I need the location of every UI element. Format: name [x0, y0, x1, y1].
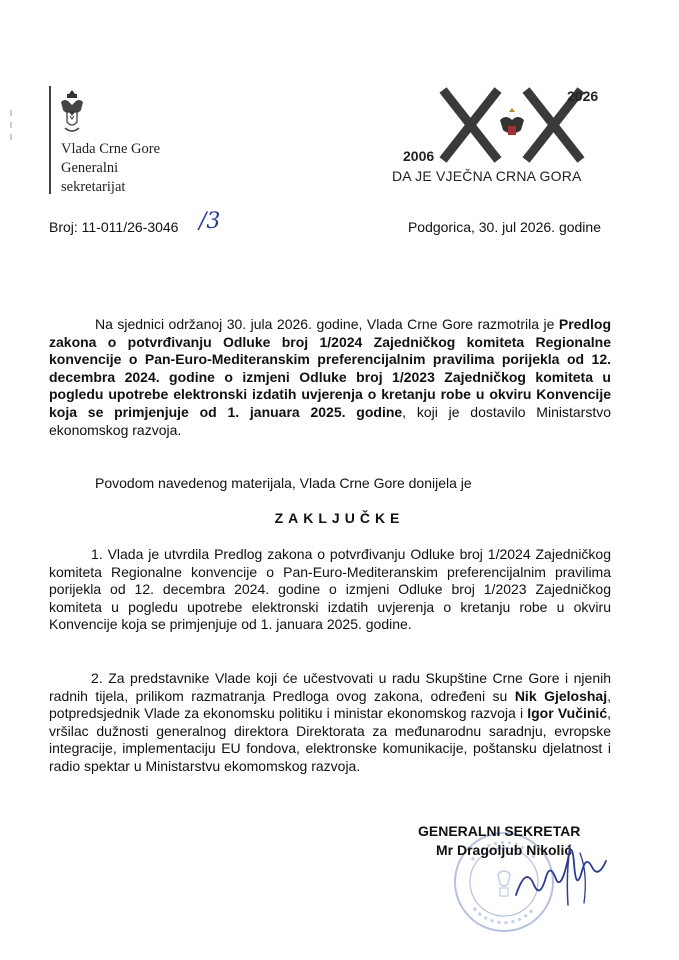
margin-mark [8, 110, 14, 140]
logo-year-right: 2026 [567, 88, 599, 104]
header-divider [49, 86, 51, 194]
issuing-organization [61, 140, 160, 197]
intro-law-title: Predlog zakona o potvrđivanju Odluke broj 1/2024 Zajedničkog komiteta Regionalne konvencije o Pan-Euro-Mediteranskim preferencijalnim pravilima porijekla od 12. decembra 2024. godine o izmjeni Odluke broj 1/2023 Zajedničkog komiteta u pogledu upotrebe elektronski izdatih uvjerenja o kretanju robe u okviru Konvencije koja se primjenjuje od 1. januara 2025. godine [49, 316, 611, 420]
coat-of-arms-icon [58, 88, 86, 136]
handwritten-signature [510, 835, 620, 915]
conclusion-2-text-b: , potpredsjednik Vlade za ekonomsku politiku i ministar ekonomskog razvoja i [49, 687, 611, 722]
reference-number: Broj: 11-011/26-3046 [49, 219, 179, 235]
logo-year-left: 2006 [403, 148, 435, 164]
signatory-title: GENERALNI SEKRETAR [418, 823, 581, 839]
conclusion-1: 1. Vlada je utvrdila Predlog zakona o potvrđivanju Odluke broj 1/2024 Zajedničkog komiteta Regionalne konvencije o Pan-Euro-Mediteranskim preferencijalnim pravilima porijekla od 12. decembra 2024. godine o izmjeni Odluke broj 1/2023 Zajedničkog komiteta u pogledu upotrebe elektronski izdatih uvjerenja o kretanju robe u okviru Konvencije koja se primjenjuje od 1. januara 2025. godine. [49, 546, 611, 633]
logo-motto: DA JE VJEČNA CRNA GORA [392, 168, 582, 184]
conclusion-2-text-c: , vršilac dužnosti generalnog direktora Direktorata za međunarodnu saradnju, evropske integracije, implementaciju EU fondova, elektronske komunikacije, poštansku djelatnost i radio spektar u Ministarstvu ekomomskog razvoja. [49, 705, 611, 774]
representative-name-1: Nik Gjeloshaj [514, 687, 608, 704]
place-and-date: Podgorica, 30. jul 2026. godine [407, 219, 601, 235]
org-line-1: Vlada Crne Gore [61, 141, 161, 157]
org-line-2: Generalni [61, 160, 119, 176]
representative-name-2: Igor Vučinić [527, 705, 608, 722]
anniversary-logo [438, 86, 588, 164]
decision-paragraph: Povodom navedenog materijala, Vlada Crne Gore donijela je [95, 475, 472, 491]
conclusions-heading: ZAKLJUČKE [274, 510, 405, 526]
handwritten-reference-suffix: /3 [199, 209, 221, 234]
logo-eagle-icon [500, 108, 524, 135]
conclusion-2 [49, 670, 611, 776]
conclusion-2-text-a: 2. Za predstavnike Vlade koji će učestvovati u radu Skupštine Crne Gore i njenih radnih tijela, prilikom razmatranja Predloga ovog zakona, određeni su [49, 670, 611, 704]
intro-paragraph [49, 316, 611, 439]
intro-text-b: , koji je dostavilo Ministarstvo ekonomskog razvoja. [49, 403, 611, 438]
org-line-3: sekretarijat [61, 179, 126, 195]
signatory-name: Mr Dragoljub Nikolić [436, 842, 573, 858]
intro-text-a: Na sjednici održanoj 30. jula 2026. godine, Vlada Crne Gore razmotrila je [95, 316, 559, 332]
